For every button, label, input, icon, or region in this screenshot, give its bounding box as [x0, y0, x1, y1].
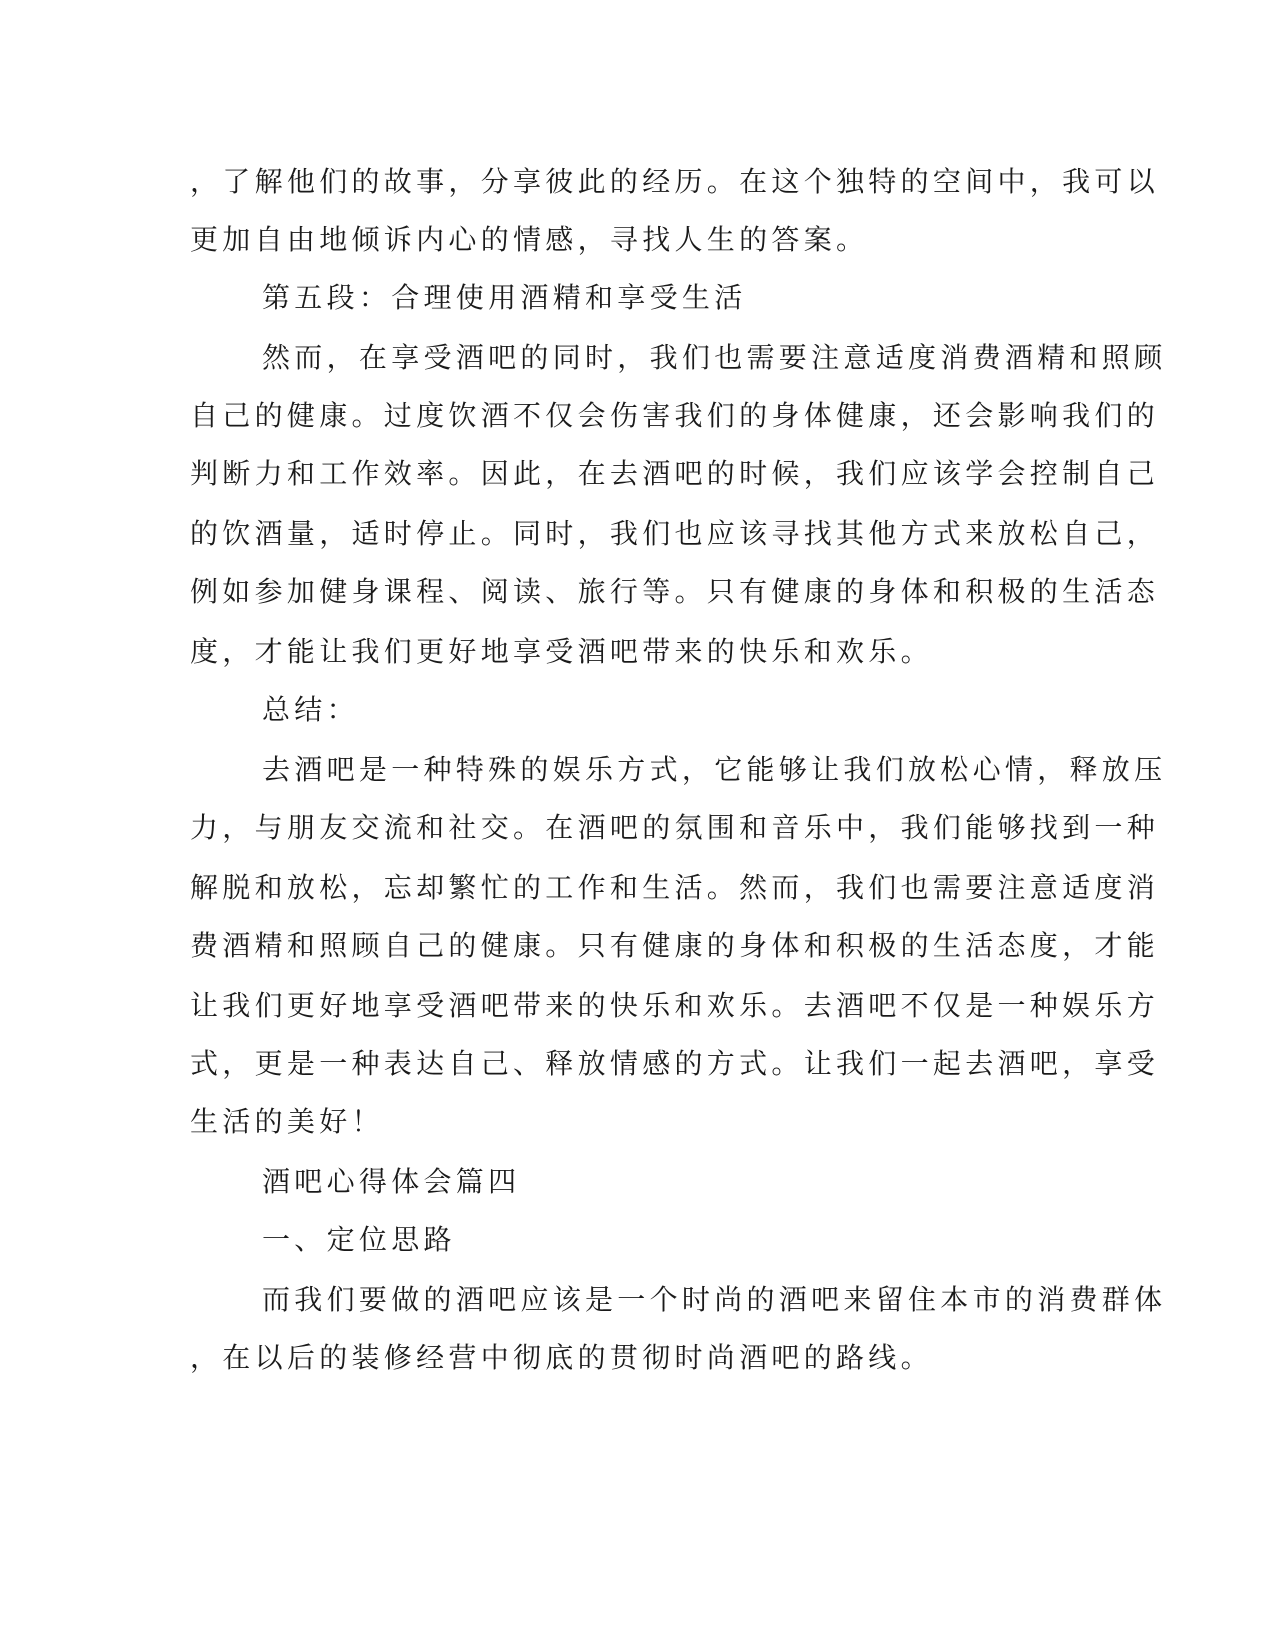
section-heading: 第五段：合理使用酒精和享受生活 — [262, 281, 747, 314]
text-line: 解脱和放松，忘却繁忙的工作和生活。然而，我们也需要注意适度消 — [190, 871, 1160, 904]
text-line: 更加自由地倾诉内心的情感，寻找人生的答案。 — [190, 223, 869, 256]
section-heading: 酒吧心得体会篇四 — [262, 1165, 521, 1198]
text-line: 自己的健康。过度饮酒不仅会伤害我们的身体健康，还会影响我们的 — [190, 399, 1160, 432]
text-line: 的饮酒量，适时停止。同时，我们也应该寻找其他方式来放松自己， — [190, 517, 1160, 550]
text-line: 例如参加健身课程、阅读、旅行等。只有健康的身体和积极的生活态 — [190, 575, 1160, 608]
paragraph-first-line: 然而，在享受酒吧的同时，我们也需要注意适度消费酒精和照顾 — [262, 341, 1167, 374]
text-line: 生活的美好！ — [190, 1105, 384, 1138]
text-line: ，在以后的装修经营中彻底的贯彻时尚酒吧的路线。 — [190, 1341, 933, 1374]
paragraph-first-line: 去酒吧是一种特殊的娱乐方式，它能够让我们放松心情，释放压 — [262, 753, 1167, 786]
paragraph-first-line: 而我们要做的酒吧应该是一个时尚的酒吧来留住本市的消费群体 — [262, 1283, 1167, 1316]
section-heading: 一、定位思路 — [262, 1223, 456, 1256]
text-line: 判断力和工作效率。因此，在去酒吧的时候，我们应该学会控制自己 — [190, 457, 1160, 490]
text-line: 让我们更好地享受酒吧带来的快乐和欢乐。去酒吧不仅是一种娱乐方 — [190, 989, 1160, 1022]
text-line: 式，更是一种表达自己、释放情感的方式。让我们一起去酒吧，享受 — [190, 1047, 1160, 1080]
text-line: 费酒精和照顾自己的健康。只有健康的身体和积极的生活态度，才能 — [190, 929, 1160, 962]
text-line: ，了解他们的故事，分享彼此的经历。在这个独特的空间中，我可以 — [190, 165, 1160, 198]
text-line: 力，与朋友交流和社交。在酒吧的氛围和音乐中，我们能够找到一种 — [190, 811, 1160, 844]
section-heading: 总结： — [262, 693, 359, 726]
text-line: 度，才能让我们更好地享受酒吧带来的快乐和欢乐。 — [190, 635, 933, 668]
